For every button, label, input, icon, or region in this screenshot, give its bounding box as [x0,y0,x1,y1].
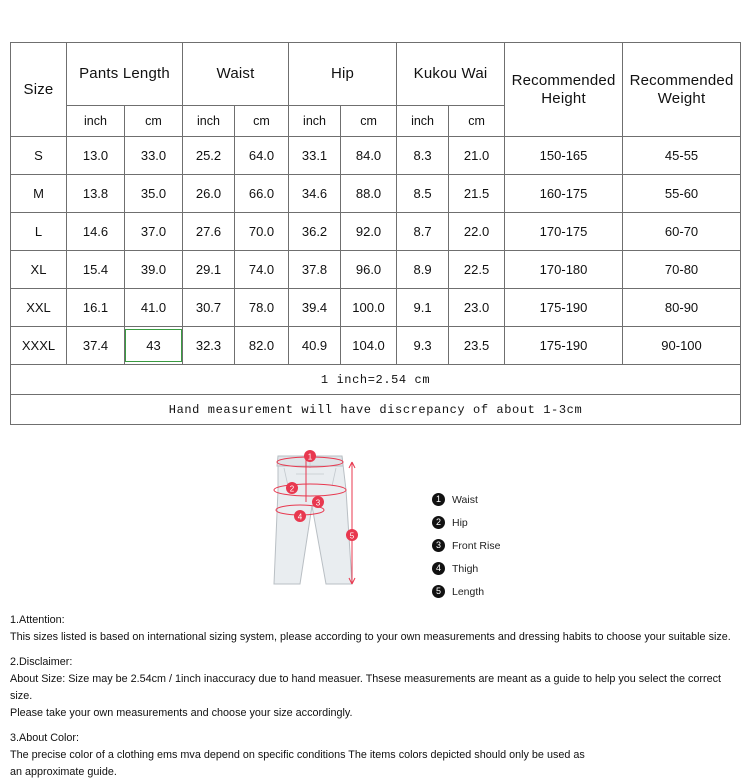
legend-item-front-rise [432,536,612,555]
unit-pants-length-inch: inch [67,106,125,137]
cell-length-inch[interactable]: 13.0 [67,137,125,175]
table-row[interactable] [11,251,741,289]
unit-kukou-inch: inch [397,106,449,137]
cell-height-cm[interactable]: 170-175 [505,213,623,251]
cell-waist-inch[interactable]: 29.1 [183,251,235,289]
cell-size[interactable]: XL [11,251,67,289]
cell-waist-inch[interactable]: 32.3 [183,327,235,365]
cell-length-inch[interactable]: 37.4 [67,327,125,365]
pants-diagram-svg [0,432,750,612]
cell-height-cm[interactable]: 170-180 [505,251,623,289]
length-cm-input[interactable] [125,329,182,362]
note-color-body-2: an approximate guide. [10,765,117,778]
cell-height-cm[interactable]: 150-165 [505,137,623,175]
cell-waist-cm[interactable]: 66.0 [235,175,289,213]
cell-hip-inch[interactable]: 40.9 [289,327,341,365]
cell-length-cm[interactable]: 41.0 [125,289,183,327]
cell-waist-cm[interactable]: 70.0 [235,213,289,251]
unit-kukou-cm: cm [449,106,505,137]
cell-kukou-inch[interactable]: 8.9 [397,251,449,289]
cell-size[interactable]: M [11,175,67,213]
cell-kukou-cm[interactable]: 22.0 [449,213,505,251]
table-footer-row-discrepancy [11,395,741,425]
note-color-title: 3.About Color: [10,732,80,745]
svg-text:5: 5 [349,531,355,541]
svg-text:4: 4 [297,512,303,522]
cell-weight-kg[interactable]: 45-55 [623,137,741,175]
cell-kukou-cm[interactable]: 22.5 [449,251,505,289]
cell-length-cm[interactable]: 37.0 [125,213,183,251]
legend-item-hip [432,513,612,532]
legend-label-thigh: Thigh [452,562,479,575]
cell-height-cm[interactable]: 175-190 [505,327,623,365]
unit-hip-inch: inch [289,106,341,137]
cell-size[interactable]: S [11,137,67,175]
cell-kukou-inch[interactable]: 9.1 [397,289,449,327]
cell-weight-kg[interactable]: 90-100 [623,327,741,365]
notes-spacer-2 [10,721,740,730]
svg-text:3: 3 [315,498,321,508]
cell-waist-cm[interactable]: 64.0 [235,137,289,175]
legend-bullet-4-icon: 4 [432,562,445,575]
table-row[interactable] [11,289,741,327]
cell-waist-inch[interactable]: 27.6 [183,213,235,251]
cell-height-cm[interactable]: 175-190 [505,289,623,327]
legend-bullet-3-icon: 3 [432,539,445,552]
legend-label-hip: Hip [452,516,468,529]
cell-waist-cm[interactable]: 82.0 [235,327,289,365]
cell-waist-inch[interactable]: 30.7 [183,289,235,327]
unit-pants-length-cm: cm [125,106,183,137]
cell-waist-cm[interactable]: 78.0 [235,289,289,327]
cell-length-inch[interactable]: 15.4 [67,251,125,289]
cell-hip-cm[interactable]: 100.0 [341,289,397,327]
unit-hip-cm: cm [341,106,397,137]
notes-section [10,612,740,781]
cell-hip-cm[interactable]: 92.0 [341,213,397,251]
cell-weight-kg[interactable]: 80-90 [623,289,741,327]
legend-label-waist: Waist [452,493,478,506]
note-disclaimer-title: 2.Disclaimer: [10,656,73,669]
note-attention-body: This sizes listed is based on international sizing system, please according to your own measurements and dressing habits to choose your suitable size. [10,630,731,643]
cell-weight-kg[interactable]: 55-60 [623,175,741,213]
cell-hip-inch[interactable]: 37.8 [289,251,341,289]
cell-hip-cm[interactable]: 96.0 [341,251,397,289]
table-footer-row-conversion [11,365,741,395]
header-recommended-height: Recommended Height [505,43,623,137]
cell-kukou-cm[interactable]: 21.0 [449,137,505,175]
size-table-container [10,42,740,425]
table-header-row [11,43,741,106]
notes-spacer-1 [10,645,740,654]
table-row[interactable] [11,327,741,365]
legend-label-front-rise: Front Rise [452,539,501,552]
cell-kukou-cm[interactable]: 23.0 [449,289,505,327]
cell-kukou-inch[interactable]: 8.3 [397,137,449,175]
cell-hip-cm[interactable]: 104.0 [341,327,397,365]
unit-waist-inch: inch [183,106,235,137]
header-kukou-wai: Kukou Wai [397,43,505,106]
cell-length-cm[interactable]: 33.0 [125,137,183,175]
cell-waist-inch[interactable]: 26.0 [183,175,235,213]
cell-length-inch[interactable]: 14.6 [67,213,125,251]
diagram-marker-4 [294,510,306,522]
note-color-body-1: The precise color of a clothing ems mva depend on specific conditions The items colors depicted should only be used as [10,749,585,762]
legend-bullet-5-icon: 5 [432,585,445,598]
cell-size[interactable]: XXL [11,289,67,327]
cell-weight-kg[interactable]: 70-80 [623,251,741,289]
note-disclaimer-body-1: About Size: Size may be 2.54cm / 1inch inaccuracy due to hand measuer. Thsese measurements are meant as a guide to help you select the correct size. [10,673,721,702]
cell-length-cm[interactable]: 39.0 [125,251,183,289]
svg-text:2: 2 [289,484,295,494]
diagram-marker-3 [312,496,324,508]
cell-length-inch[interactable]: 13.8 [67,175,125,213]
hand-measurement-note: Hand measurement will have discrepancy of about 1-3cm [11,395,741,425]
header-hip: Hip [289,43,397,106]
size-table [10,42,741,425]
unit-waist-cm: cm [235,106,289,137]
cell-kukou-inch[interactable]: 9.3 [397,327,449,365]
cell-waist-cm[interactable]: 74.0 [235,251,289,289]
cell-kukou-cm[interactable]: 21.5 [449,175,505,213]
header-waist: Waist [183,43,289,106]
header-pants-length: Pants Length [67,43,183,106]
legend-item-length [432,582,612,601]
cell-height-cm[interactable]: 160-175 [505,175,623,213]
cell-hip-cm[interactable]: 84.0 [341,137,397,175]
diagram-legend [432,490,612,605]
cell-size[interactable]: L [11,213,67,251]
cell-kukou-inch[interactable]: 8.7 [397,213,449,251]
diagram-marker-1 [304,450,316,462]
cell-length-cm[interactable]: 35.0 [125,175,183,213]
measurement-diagram [0,432,750,612]
note-disclaimer-body-2: Please take your own measurements and choose your size accordingly. [10,706,353,719]
header-size: Size [11,43,67,137]
cell-length-inch[interactable]: 16.1 [67,289,125,327]
cell-kukou-inch[interactable]: 8.5 [397,175,449,213]
cell-hip-inch[interactable]: 39.4 [289,289,341,327]
legend-item-thigh [432,559,612,578]
cell-length-cm-editing[interactable] [125,327,183,365]
legend-label-length: Length [452,585,485,598]
header-recommended-weight: Recommended Weight [623,43,741,137]
inch-conversion-note: 1 inch=2.54 cm [11,365,741,395]
legend-bullet-1-icon: 1 [432,493,445,506]
table-row[interactable] [11,213,741,251]
cell-hip-inch[interactable]: 34.6 [289,175,341,213]
diagram-marker-2 [286,482,298,494]
cell-size[interactable]: XXXL [11,327,67,365]
cell-hip-cm[interactable]: 88.0 [341,175,397,213]
cell-hip-inch[interactable]: 36.2 [289,213,341,251]
svg-text:1: 1 [307,452,313,462]
cell-waist-inch[interactable]: 25.2 [183,137,235,175]
note-attention-title: 1.Attention: [10,614,65,626]
legend-item-waist [432,490,612,509]
table-row[interactable] [11,175,741,213]
cell-kukou-cm[interactable]: 23.5 [449,327,505,365]
diagram-marker-5 [346,529,358,541]
cell-weight-kg[interactable]: 60-70 [623,213,741,251]
cell-hip-inch[interactable]: 33.1 [289,137,341,175]
table-row[interactable] [11,137,741,175]
legend-bullet-2-icon: 2 [432,516,445,529]
